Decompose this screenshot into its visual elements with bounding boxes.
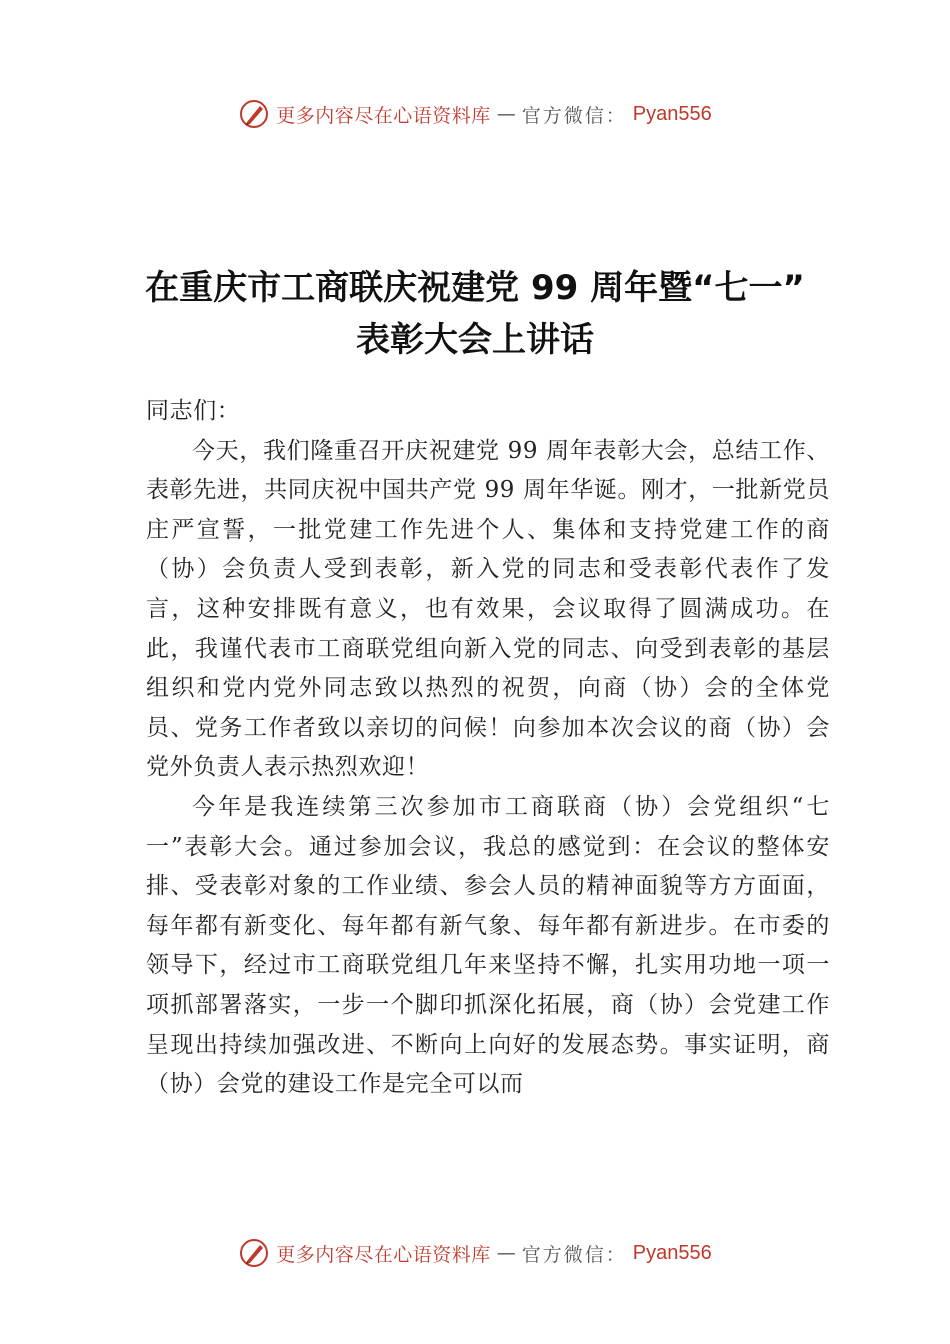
document-title bbox=[100, 262, 850, 366]
footer-dash: — bbox=[496, 1242, 516, 1264]
paragraph-2: 今年是我连续第三次参加市工商联商（协）会党组织“七一”表彰大会。通过参加会议，我总的感觉到：在会议的整体安排、受表彰对象的工作业绩、参会人员的精神面貌等方方面面，每年都有新变化、每年都有新气象、每年都有新进步。在市委的领导下，经过市工商联党组几年来坚持不懈，扎实用功地一项一项抓部署落实，一步一个脚印抓深化拓展，商（协）会党建工作呈现出持续加强改进、不断向上向好的发展态势。事实证明，商（协）会党的建设工作是完全可以而 bbox=[146, 793, 830, 1098]
footer-banner bbox=[0, 1233, 950, 1273]
title-line-2: 表彰大会上讲话 bbox=[356, 320, 594, 360]
footer-account: Pyan556 bbox=[632, 1241, 712, 1264]
banner-brand: 更多内容尽在心语资料库 bbox=[276, 104, 491, 127]
pen-logo-icon bbox=[238, 1237, 270, 1269]
banner-account: Pyan556 bbox=[632, 102, 712, 125]
banner-wechat-label: 官方微信： bbox=[521, 104, 627, 127]
banner-dash: — bbox=[496, 103, 516, 125]
header-banner bbox=[0, 94, 950, 134]
footer-brand: 更多内容尽在心语资料库 bbox=[276, 1243, 491, 1266]
document-body bbox=[146, 392, 830, 1105]
paragraph-1: 今天，我们隆重召开庆祝建党 99 周年表彰大会，总结工作、表彰先进，共同庆祝中国共产党 99 周年华诞。刚才，一批新党员庄严宣誓，一批党建工作先进个人、集体和支持党建工作的商（协）会负责人受到表彰，新入党的同志和受表彰代表作了发言，这种安排既有意义，也有效果，会议取得了圆满成功。在此，我谨代表市工商联党组向新入党的同志、向受到表彰的基层组织和党内党外同志致以热烈的祝贺，向商（协）会的全体党员、党务工作者致以亲切的问候！向参加本次会议的商（协）会党外负责人表示热烈欢迎！ bbox=[146, 437, 830, 781]
pen-logo-icon bbox=[238, 98, 270, 130]
title-line-1: 在重庆市工商联庆祝建党 99 周年暨“七一” bbox=[145, 268, 805, 308]
salutation: 同志们： bbox=[146, 398, 241, 424]
footer-wechat-label: 官方微信： bbox=[521, 1243, 627, 1266]
